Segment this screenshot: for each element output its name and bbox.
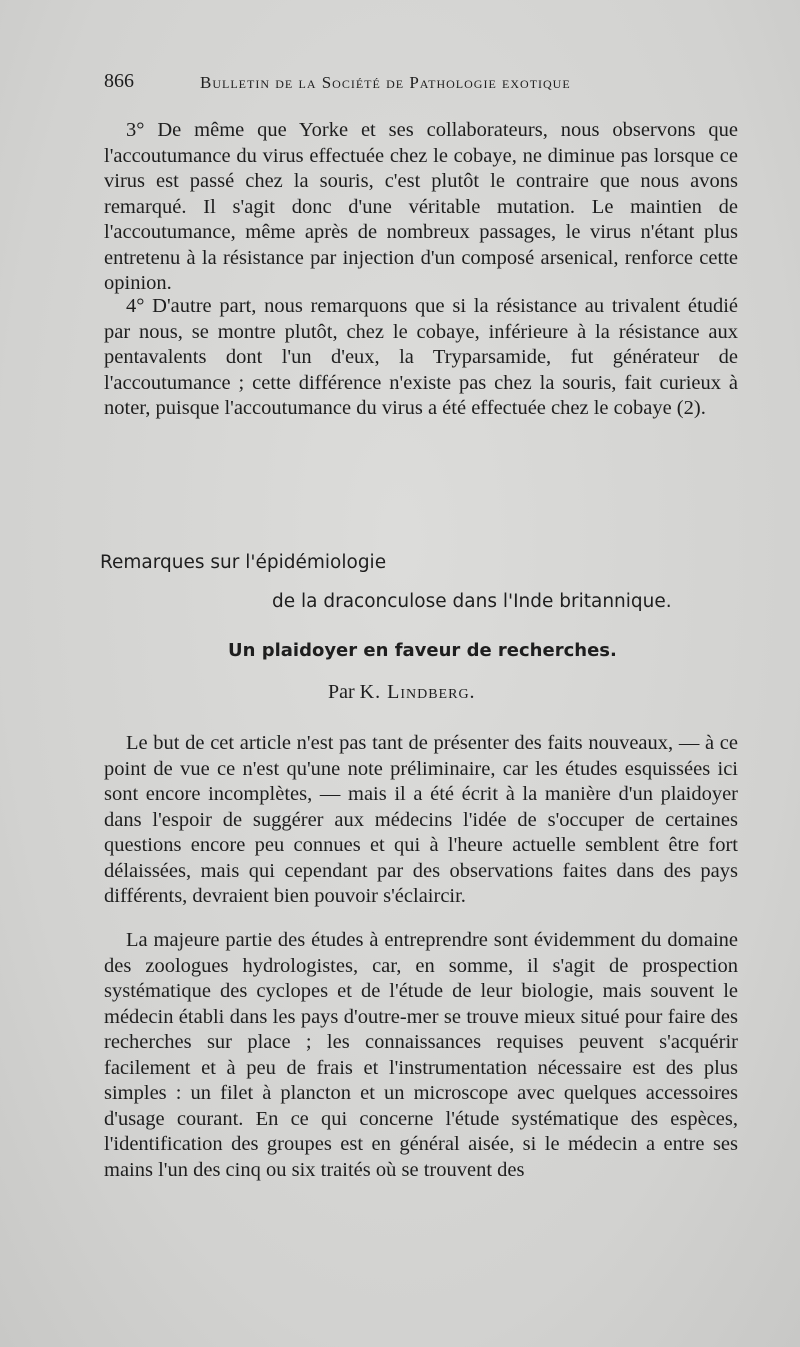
page-header	[104, 70, 664, 98]
running-title: Bulletin de la Société de Pathologie exotique	[200, 73, 571, 92]
author-name: K. Lindberg.	[359, 681, 476, 703]
article-title-line-1: Remarques sur l'épidémiologie	[100, 552, 387, 573]
paragraph-conclusion-4: 4° D'autre part, nous remarquons que si la résistance au trivalent étudié par nous, se montre plutôt, chez le cobaye, inférieure à la résistance aux pentavalents dont l'un d'eux, la Tryparsamide, fut générateur de l'accoutumance ; cette différence n'existe pas chez la souris, fait curieux à noter, puisque l'accoutumance du virus a été effectuée chez le cobaye (2).	[104, 295, 738, 419]
paragraph-introduction: Le but de cet article n'est pas tant de présenter des faits nouveaux, — à ce point de vue ce n'est qu'une note préliminaire, car les études esquissées ici sont encore incomplètes, — mais il a été écrit à la manière d'un plaidoyer dans l'espoir de suggérer aux médecins l'idée de s'occuper de certaines questions encore peu connues et qui à l'heure actuelle semblent être fort délaissées, mais qui cependant par des observations faites dans des pays différents, devraient bien pouvoir s'éclaircir.	[104, 732, 738, 907]
page-number: 866	[104, 70, 134, 92]
paragraph-studies: La majeure partie des études à entreprendre sont évidemment du domaine des zoologues hydrologistes, car, en somme, il s'agit de prospection systématique des cyclopes et de l'étude de leur biologie, mais souvent le médecin établi dans les pays d'outre-mer se trouve mieux situé pour faire des recherches sur place ; les connaissances requises peuvent s'acquérir facilement et à peu de frais et l'instrumentation nécessaire est des plus simples : un filet à plancton et un microscope avec quelques accessoires d'usage courant. En ce qui concerne l'étude systématique des espèces, l'identification des groupes est en général aisée, si le médecin a entre ses mains l'un des cinq ou six traités où se trouvent des	[104, 929, 738, 1181]
article-title-line-2: de la draconculose dans l'Inde britannique.	[272, 591, 672, 612]
author-byline	[328, 681, 476, 704]
author-prefix: Par	[328, 681, 355, 703]
paragraph-conclusion-3: 3° De même que Yorke et ses collaborateurs, nous observons que l'accoutumance du virus effectuée chez le cobaye, ne diminue pas lorsque ce virus est passé chez la souris, c'est plutôt le contraire que nous avons remarqué. Il s'agit donc d'une véritable mutation. Le maintien de l'accoutumance, même après de nombreux passages, le virus n'étant plus entretenu à la résistance par injection d'un composé arsenical, renforce cette opinion.	[104, 119, 738, 294]
article-subtitle: Un plaidoyer en faveur de recherches.	[228, 640, 617, 661]
